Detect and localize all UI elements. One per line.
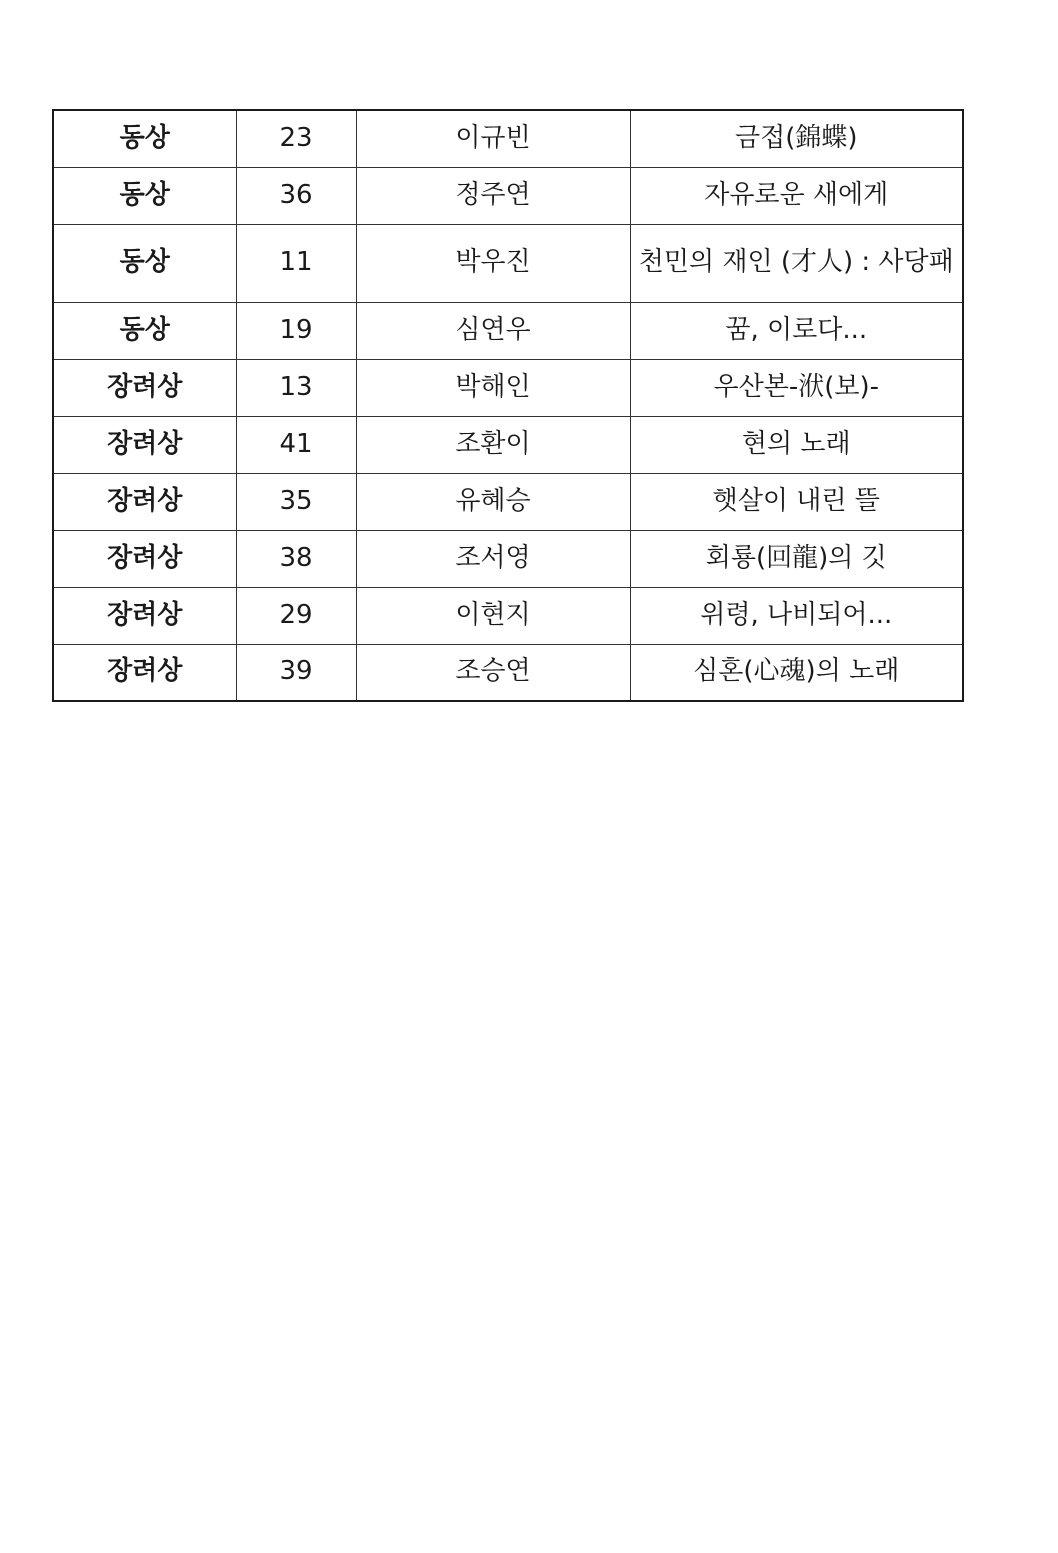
title-cell: 현의 노래 [630,416,963,473]
award-cell: 장려상 [53,587,236,644]
award-cell: 장려상 [53,644,236,701]
award-cell: 동상 [53,224,236,302]
table-row [53,416,963,473]
title-cell: 자유로운 새에게 [630,167,963,224]
table-row [53,587,963,644]
table-row [53,302,963,359]
title-cell: 회룡(回龍)의 깃 [630,530,963,587]
table-row [53,224,963,302]
award-cell: 장려상 [53,530,236,587]
award-cell: 장려상 [53,359,236,416]
entry-number-cell: 23 [236,110,356,167]
table-row [53,167,963,224]
title-cell: 우산본-洑(보)- [630,359,963,416]
name-cell: 조서영 [356,530,630,587]
table-row [53,359,963,416]
name-cell: 정주연 [356,167,630,224]
table-row [53,110,963,167]
name-cell: 이현지 [356,587,630,644]
award-cell: 장려상 [53,473,236,530]
name-cell: 박해인 [356,359,630,416]
award-cell: 동상 [53,167,236,224]
entry-number-cell: 29 [236,587,356,644]
name-cell: 조승연 [356,644,630,701]
name-cell: 이규빈 [356,110,630,167]
table-row [53,644,963,701]
name-cell: 심연우 [356,302,630,359]
title-cell: 꿈, 이로다... [630,302,963,359]
entry-number-cell: 38 [236,530,356,587]
entry-number-cell: 39 [236,644,356,701]
entry-number-cell: 35 [236,473,356,530]
title-cell: 햇살이 내린 뜰 [630,473,963,530]
award-cell: 동상 [53,110,236,167]
name-cell: 조환이 [356,416,630,473]
table-row [53,530,963,587]
table-row [53,473,963,530]
entry-number-cell: 19 [236,302,356,359]
name-cell: 유혜승 [356,473,630,530]
title-cell: 위령, 나비되어... [630,587,963,644]
title-cell: 심혼(心魂)의 노래 [630,644,963,701]
entry-number-cell: 41 [236,416,356,473]
awards-table [52,109,964,702]
entry-number-cell: 11 [236,224,356,302]
entry-number-cell: 13 [236,359,356,416]
entry-number-cell: 36 [236,167,356,224]
title-cell: 금접(錦蝶) [630,110,963,167]
name-cell: 박우진 [356,224,630,302]
award-cell: 동상 [53,302,236,359]
award-cell: 장려상 [53,416,236,473]
title-cell: 천민의 재인 (才人) : 사당패 [630,224,963,302]
